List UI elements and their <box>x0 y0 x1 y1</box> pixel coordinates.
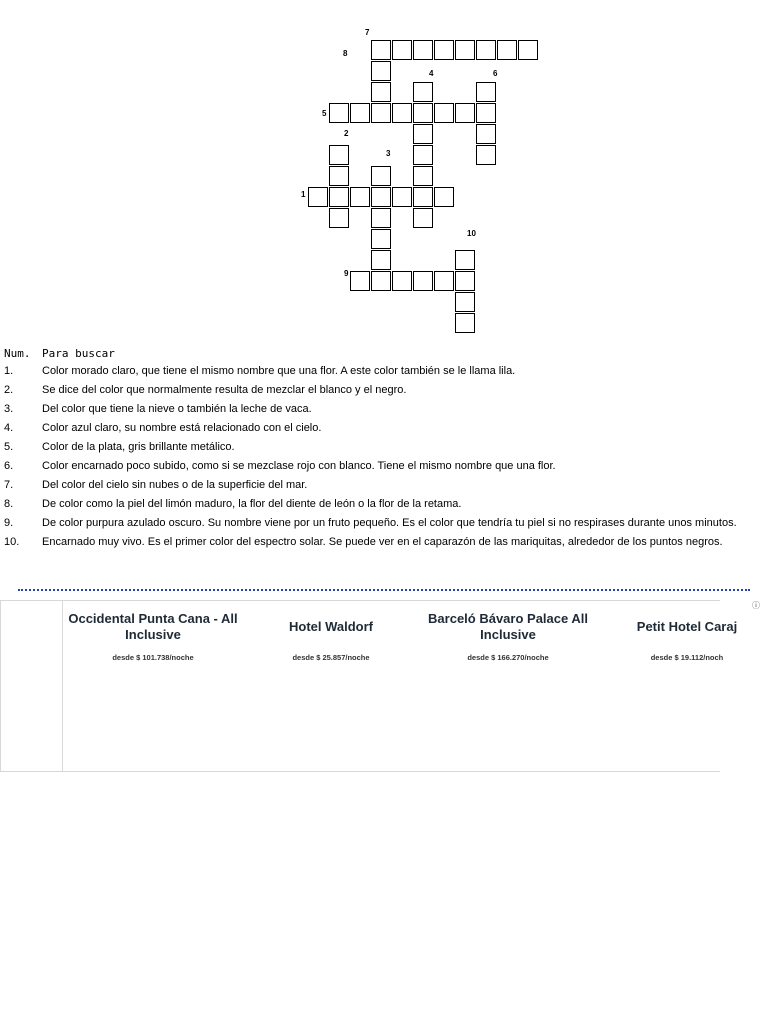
crossword-cell[interactable] <box>413 82 433 102</box>
crossword-cell[interactable] <box>371 208 391 228</box>
clue-number-10: 10 <box>467 229 476 238</box>
clue-number-7: 7 <box>365 28 370 37</box>
crossword-cell[interactable] <box>413 145 433 165</box>
clue-row <box>4 422 750 435</box>
crossword-cell[interactable] <box>434 187 454 207</box>
hotel-card[interactable] <box>419 607 597 662</box>
crossword-cell[interactable] <box>308 187 328 207</box>
crossword-cell[interactable] <box>371 166 391 186</box>
clue-row <box>4 441 750 454</box>
crossword-cell[interactable] <box>392 187 412 207</box>
crossword-cell[interactable] <box>371 82 391 102</box>
hotel-card[interactable] <box>598 607 776 662</box>
crossword-cell[interactable] <box>329 103 349 123</box>
crossword-cell[interactable] <box>476 82 496 102</box>
crossword-cell[interactable] <box>455 271 475 291</box>
crossword-cell[interactable] <box>434 40 454 60</box>
clue-text: Encarnado muy vivo. Es el primer color del espectro solar. Se puede ver en el caparazón de las mariquitas, alrededor de los puntos negros. <box>42 536 723 548</box>
crossword-cell[interactable] <box>413 271 433 291</box>
clue-text: Color encarnado poco subido, como si se mezclase rojo con blanco. Tiene el mismo nombre que una flor. <box>42 460 556 472</box>
hotel-card[interactable] <box>242 607 420 662</box>
crossword-cell[interactable] <box>392 40 412 60</box>
clues-header-text: Para buscar <box>42 347 115 360</box>
clue-number-3: 3 <box>386 149 391 158</box>
clue-row <box>4 384 750 397</box>
crossword-cell[interactable] <box>455 103 475 123</box>
ad-info-icon[interactable]: ⓘ <box>752 601 760 610</box>
clue-text: De color como la piel del limón maduro, la flor del diente de león o la flor de la retama. <box>42 498 462 510</box>
clue-num: 10. <box>4 536 20 548</box>
crossword-cell[interactable] <box>329 187 349 207</box>
crossword-cell[interactable] <box>371 40 391 60</box>
crossword-cell[interactable] <box>371 229 391 249</box>
dotted-divider <box>18 589 750 591</box>
ad-left-panel <box>0 601 63 771</box>
clue-text: Del color del cielo sin nubes o de la superficie del mar. <box>42 479 308 491</box>
crossword-cell[interactable] <box>371 103 391 123</box>
clue-num: 5. <box>4 441 14 453</box>
crossword-cell[interactable] <box>518 40 538 60</box>
hotel-name[interactable]: Occidental Punta Cana - All Inclusive <box>68 611 238 642</box>
clue-num: 2. <box>4 384 14 396</box>
clue-num: 9. <box>4 517 14 529</box>
crossword-cell[interactable] <box>413 187 433 207</box>
clue-num: 3. <box>4 403 14 415</box>
clue-row <box>4 498 750 511</box>
crossword-cell[interactable] <box>455 292 475 312</box>
hotel-card[interactable] <box>64 607 242 662</box>
clue-row <box>4 460 750 473</box>
clue-text: De color purpura azulado oscuro. Su nombre viene por un fruto pequeño. Es el color que tendría tu piel si no respirases durante unos minutos. <box>42 517 737 529</box>
crossword-cell[interactable] <box>329 145 349 165</box>
crossword-cell[interactable] <box>455 250 475 270</box>
crossword-cell[interactable] <box>371 187 391 207</box>
hotel-ad-banner[interactable] <box>0 600 738 772</box>
crossword-cell[interactable] <box>497 40 517 60</box>
crossword-cell[interactable] <box>413 103 433 123</box>
clue-number-1: 1 <box>301 190 306 199</box>
clue-number-4: 4 <box>429 69 434 78</box>
crossword-cell[interactable] <box>413 124 433 144</box>
crossword-cell[interactable] <box>371 61 391 81</box>
crossword-cell[interactable] <box>476 145 496 165</box>
hotel-name[interactable]: Petit Hotel Caraj <box>636 619 738 634</box>
clue-number-2: 2 <box>344 129 349 138</box>
hotel-name[interactable]: Hotel Waldorf <box>288 619 373 634</box>
crossword-cell[interactable] <box>476 124 496 144</box>
crossword-cell[interactable] <box>476 103 496 123</box>
clue-text: Color de la plata, gris brillante metálico. <box>42 441 235 453</box>
clue-num: 8. <box>4 498 14 510</box>
clue-row <box>4 403 750 416</box>
clue-text: Color azul claro, su nombre está relacionado con el cielo. <box>42 422 322 434</box>
crossword-cell[interactable] <box>392 271 412 291</box>
clues-header <box>4 347 750 365</box>
hotel-price: desde $ 19.112/noch <box>650 653 724 662</box>
crossword-cell[interactable] <box>350 187 370 207</box>
crossword-cell[interactable] <box>476 40 496 60</box>
crossword-cell[interactable] <box>350 271 370 291</box>
crossword-grid <box>0 0 768 330</box>
crossword-cell[interactable] <box>329 208 349 228</box>
clue-number-9: 9 <box>344 269 349 278</box>
crossword-cell[interactable] <box>455 40 475 60</box>
crossword-cell[interactable] <box>371 250 391 270</box>
hotel-price: desde $ 166.270/noche <box>467 653 549 662</box>
clue-row <box>4 517 750 530</box>
crossword-cell[interactable] <box>371 271 391 291</box>
clue-num: 7. <box>4 479 14 491</box>
clue-row <box>4 479 750 492</box>
hotel-name[interactable]: Barceló Bávaro Palace All Inclusive <box>428 611 588 642</box>
clues-header-num: Num. <box>4 347 31 360</box>
clue-number-5: 5 <box>322 109 327 118</box>
clue-num: 4. <box>4 422 14 434</box>
clue-num: 1. <box>4 365 14 377</box>
clue-text: Se dice del color que normalmente resulta de mezclar el blanco y el negro. <box>42 384 407 396</box>
clue-num: 6. <box>4 460 14 472</box>
hotel-price: desde $ 25.857/noche <box>292 653 370 662</box>
crossword-cell[interactable] <box>329 166 349 186</box>
hotel-price: desde $ 101.738/noche <box>112 653 194 662</box>
crossword-cell[interactable] <box>413 166 433 186</box>
crossword-cell[interactable] <box>350 103 370 123</box>
crossword-cell[interactable] <box>413 208 433 228</box>
clue-number-8: 8 <box>343 49 348 58</box>
crossword-cell[interactable] <box>434 103 454 123</box>
clue-row <box>4 365 750 378</box>
clues-list <box>4 347 750 555</box>
crossword-cell[interactable] <box>392 103 412 123</box>
crossword-cell[interactable] <box>455 313 475 333</box>
crossword-cell[interactable] <box>413 40 433 60</box>
clue-number-6: 6 <box>493 69 498 78</box>
clue-row <box>4 536 750 549</box>
clue-text: Color morado claro, que tiene el mismo nombre que una flor. A este color también se le llama lila. <box>42 365 516 377</box>
crossword-cell[interactable] <box>434 271 454 291</box>
clue-text: Del color que tiene la nieve o también la leche de vaca. <box>42 403 312 415</box>
